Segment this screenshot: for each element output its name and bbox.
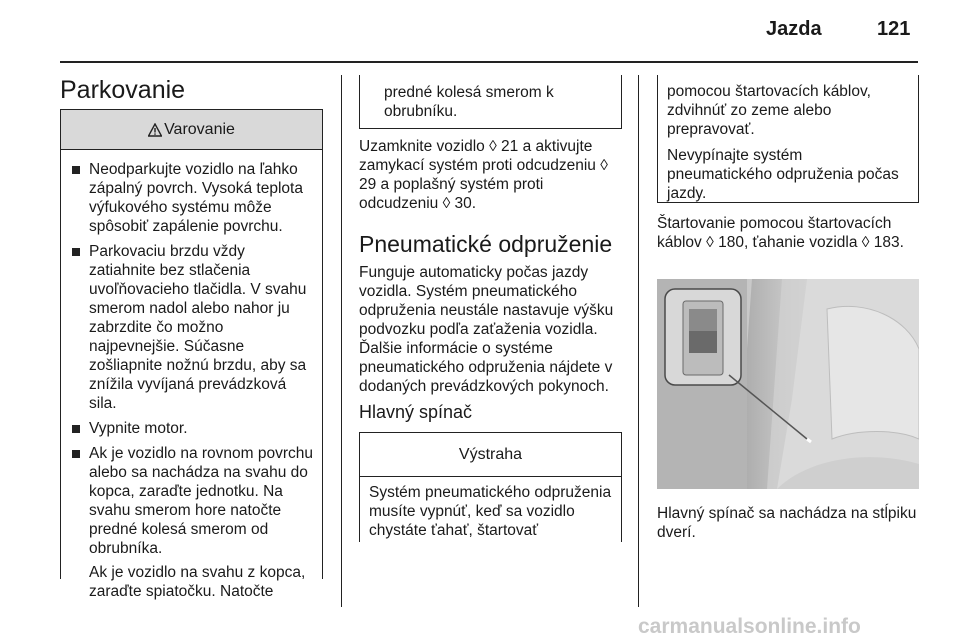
caution-box-continued: [657, 75, 919, 203]
subheading-hlavny-spinac: Hlavný spínač: [359, 402, 473, 422]
caution-text: Systém pneumatického odpruženia musíte vypnúť, keď sa vozidlo chystáte ťahať, štartovať: [369, 484, 612, 539]
heading-pneumaticke-odpruzenie: Pneumatické odpruženie: [359, 231, 613, 257]
warning-item: [61, 160, 314, 236]
caution-box-continued-text: [658, 75, 918, 203]
page-number: 121: [877, 18, 911, 40]
header-rule: [60, 61, 918, 63]
column-divider-1: [341, 75, 342, 607]
warning-box: [60, 109, 323, 600]
warning-box-continued-text: predné kolesá smerom k obrubníku.: [384, 84, 554, 120]
section-title-parkovanie: Parkovanie: [60, 76, 186, 104]
watermark: carmanualsonline.info: [638, 615, 861, 638]
warning-box-continued: [359, 75, 622, 129]
bullet-marker: [72, 166, 80, 174]
caution-box: [359, 432, 622, 542]
photo-caption: Hlavný spínač sa nachádza na stĺpiku dverí.: [657, 505, 917, 541]
warning-continuation: Ak je vozidlo na svahu z kopca, zaraďte spiatočku. Natočte: [89, 564, 306, 600]
warning-item: [61, 242, 314, 413]
bullet-marker: [72, 248, 80, 256]
column-divider-2: [638, 75, 639, 607]
warning-body: [61, 150, 322, 601]
caution-header: Výstraha: [360, 433, 621, 477]
warning-header: [61, 110, 322, 150]
caution-continued-paragraph-1: pomocou štartovacích káblov, zdvihnúť zo zeme alebo prepravovať.: [667, 83, 871, 138]
warning-item-text: Vypnite motor.: [89, 420, 188, 437]
warning-label: Varovanie: [164, 120, 235, 138]
warning-item-text: Neodparkujte vozidlo na ľahko zápalný povrch. Vysoká teplota výfukového systému môže spôsobiť zapálenie povrchu.: [89, 161, 303, 235]
lock-vehicle-paragraph: Uzamknite vozidlo ◊ 21 a aktivujte zamykací systém proti odcudzeniu ◊ 29 a poplašný systém proti odcudzeniu ◊ 30.: [359, 138, 608, 212]
suspension-paragraph-2: Ďalšie informácie o systéme pneumatického odpruženia nájdete v dodaných prevádzkových pokynoch.: [359, 340, 613, 395]
bullet-marker: [72, 450, 80, 458]
suspension-paragraph-1: Funguje automaticky počas jazdy vozidla. Systém pneumatického odpruženia neustále nastavuje výšku podvozku podľa zaťaženia vozidla.: [359, 264, 614, 338]
warning-item: [61, 444, 314, 558]
warning-list: [61, 160, 314, 558]
warning-item-text: Ak je vozidlo na rovnom povrchu alebo sa nachádza na svahu do kopca, zaraďte jednotku. Na svahu smerom hore natočte predné kolesá smerom od obrubníka.: [89, 445, 314, 557]
jump-start-towing-paragraph: Štartovanie pomocou štartovacích káblov ◊ 180, ťahanie vozidla ◊ 183.: [657, 215, 904, 251]
door-pillar-switch-illustration: [657, 279, 919, 489]
bullet-marker: [72, 425, 80, 433]
warning-item-text: Parkovaciu brzdu vždy zatiahnite bez stlačenia uvoľňovacieho tlačidla. V svahu smerom nadol alebo nahor ju zabrzdite čo možno najpevnejšie. Súčasne zošliapnite nožnú brzdu, aby sa znížila vyvíjaná prevádzková sila.: [89, 243, 307, 412]
warning-item: [61, 419, 314, 438]
running-header-section: Jazda: [766, 18, 822, 40]
warning-triangle-icon: [148, 123, 162, 137]
caution-continued-paragraph-2: Nevypínajte systém pneumatického odpruženia počas jazdy.: [667, 147, 899, 202]
main-switch-photo: [657, 279, 919, 489]
